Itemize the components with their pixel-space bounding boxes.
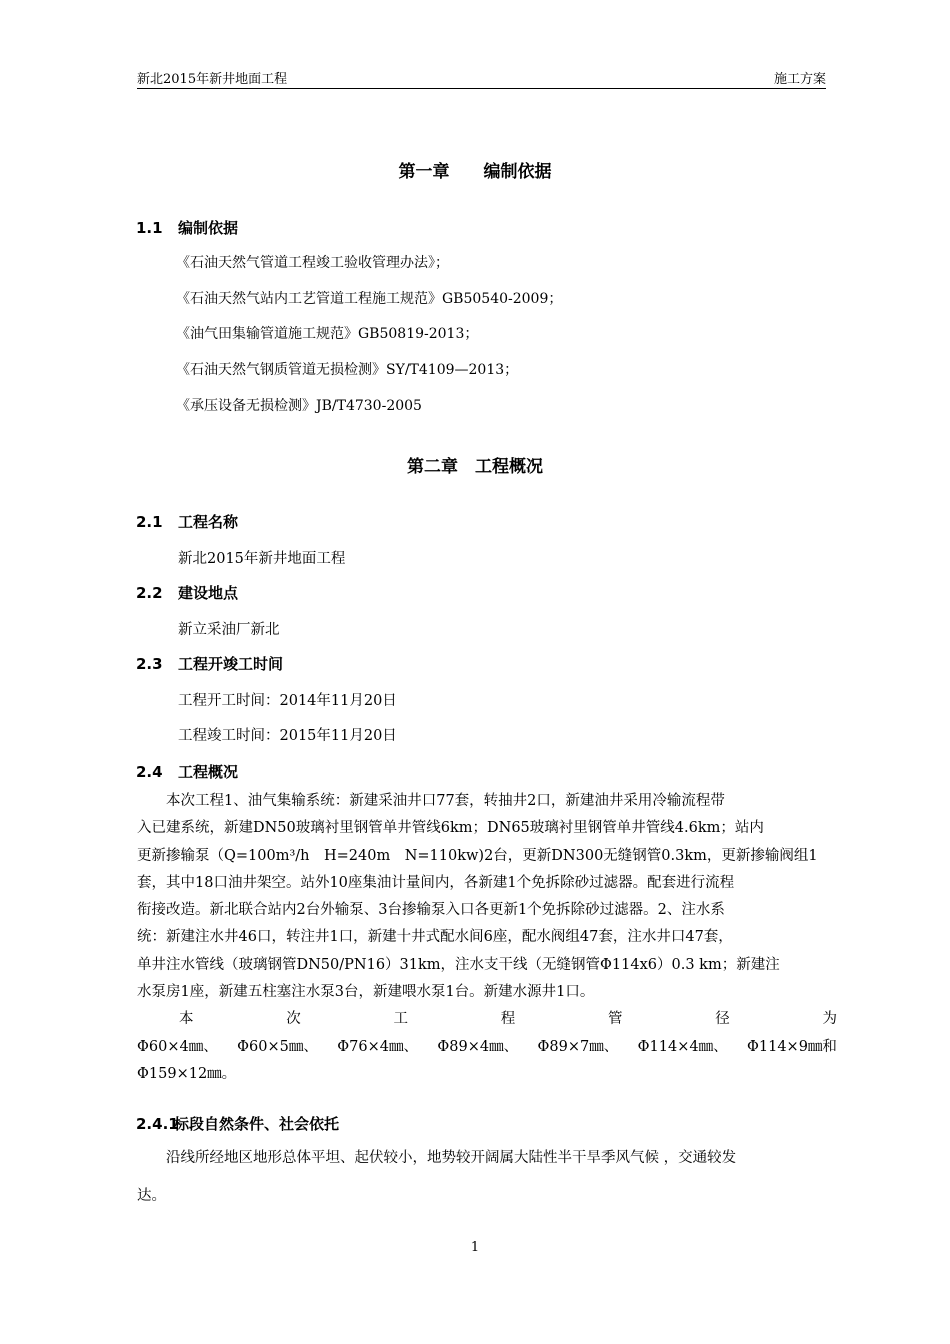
section-2-4-heading: [136, 761, 238, 782]
pipe-diameter-list-line: [137, 1034, 837, 1061]
justified-word: 本: [179, 1011, 194, 1028]
pipe-spec: Φ60×5㎜、: [237, 1038, 318, 1055]
pipe-spec: Φ114×4㎜、: [637, 1038, 728, 1055]
justified-word: 管: [608, 1011, 623, 1028]
paragraph-line: Φ159×12㎜。: [137, 1065, 237, 1082]
section-number: 2.4.1: [136, 1115, 179, 1133]
header-project-title: 新北2015年新井地面工程: [137, 72, 288, 87]
section-number: 2.4: [136, 763, 163, 781]
section-number: 2.2: [136, 584, 163, 602]
section-title: 建设地点: [178, 584, 239, 602]
justified-word: 径: [715, 1011, 730, 1028]
natural-conditions-paragraph: [137, 1143, 837, 1211]
paragraph-line: 入已建系统，新建DN50玻璃衬里钢管单井管线6km；DN65玻璃衬里钢管单井管线4.6km；站内: [137, 820, 764, 837]
justified-word: 次: [286, 1011, 301, 1028]
chapter-2-title: 第二章 工程概况: [407, 457, 543, 477]
section-1-1-heading: [136, 217, 238, 238]
pipe-spec: Φ89×7㎜、: [537, 1038, 619, 1055]
reference-item: 《油气田集输管道施工规范》GB50819-2013；: [176, 326, 479, 342]
section-title: 工程开竣工时间: [178, 655, 284, 673]
section-2-2-heading: [136, 582, 238, 603]
paragraph-line: 沿线所经地区地形总体平坦、起伏较小，地势较开阔属大陆性半干旱季风气候 ，交通较发: [137, 1150, 737, 1166]
justified-word: 程: [500, 1011, 516, 1028]
pipe-spec: Φ60×4㎜、: [137, 1038, 218, 1055]
section-title: 工程概况: [178, 763, 239, 781]
section-2-3-heading: [136, 653, 283, 674]
paragraph-line: 水泵房1座，新建五柱塞注水泵3台，新建喂水泵1台。新建水源井1口。: [137, 984, 595, 1001]
paragraph-line: 更新掺输泵（Q=100m³/h H=240m N=110kw)2台，更新DN300无缝钢管0.3km，更新掺输阀组1: [137, 847, 818, 864]
pipe-spec: Φ76×4㎜、: [337, 1038, 418, 1055]
chapter-1-title: 第一章 编制依据: [398, 162, 552, 182]
header-document-type: 施工方案: [773, 72, 826, 87]
start-date-text: 工程开工时间：2014年11月20日: [178, 693, 397, 709]
page-number: 1: [470, 1240, 480, 1255]
section-number: 2.3: [136, 655, 163, 673]
reference-item: 《石油天然气站内工艺管道工程施工规范》GB50540-2009；: [176, 291, 563, 307]
paragraph-line: 统：新建注水井46口，转注井1口，新建十井式配水间6座，配水阀组47套，注水井口47套，: [137, 929, 733, 946]
page-header: [137, 68, 826, 89]
pipe-diameter-intro-line: [137, 1006, 837, 1033]
justified-word: 为: [822, 1011, 837, 1028]
section-title: 工程名称: [178, 513, 239, 531]
section-title: 编制依据: [178, 219, 239, 237]
pipe-spec: Φ89×4㎜、: [437, 1038, 519, 1055]
justified-word: 工: [393, 1011, 408, 1028]
paragraph-line: 套，其中18口油井架空。站外10座集油计量间内，各新建1个免拆除砂过滤器。配套进行流程: [137, 874, 735, 891]
section-number: 1.1: [136, 219, 163, 237]
section-title: 标段自然条件、社会依托: [174, 1115, 340, 1133]
paragraph-line: 单井注水管线（玻璃钢管DN50/PN16）31km，注水支干线（无缝钢管Φ114x6）0.3 km；新建注: [137, 956, 780, 973]
project-overview-paragraph: [137, 788, 837, 1088]
reference-item: 《石油天然气钢质管道无损检测》SY/T4109—2013；: [176, 362, 519, 378]
paragraph-line: 达。: [137, 1188, 166, 1204]
project-name-text: 新北2015年新井地面工程: [178, 551, 346, 567]
reference-item: 《承压设备无损检测》JB/T4730-2005: [176, 398, 422, 414]
reference-item: 《石油天然气管道工程竣工验收管理办法》；: [176, 255, 449, 271]
completion-date-text: 工程竣工时间：2015年11月20日: [178, 728, 397, 744]
section-2-4-1-heading: [136, 1113, 339, 1134]
paragraph-line: 本次工程1、油气集输系统：新建采油井口77套，转抽井2口，新建油井采用冷输流程带: [137, 793, 725, 809]
section-number: 2.1: [136, 513, 163, 531]
construction-site-text: 新立采油厂新北: [178, 622, 280, 638]
paragraph-line: 衔接改造。新北联合站内2台外输泵、3台掺输泵入口各更新1个免拆除砂过滤器。2、注水系: [137, 902, 725, 919]
section-2-1-heading: [136, 511, 238, 532]
pipe-spec: Φ114×9㎜和: [746, 1038, 837, 1055]
